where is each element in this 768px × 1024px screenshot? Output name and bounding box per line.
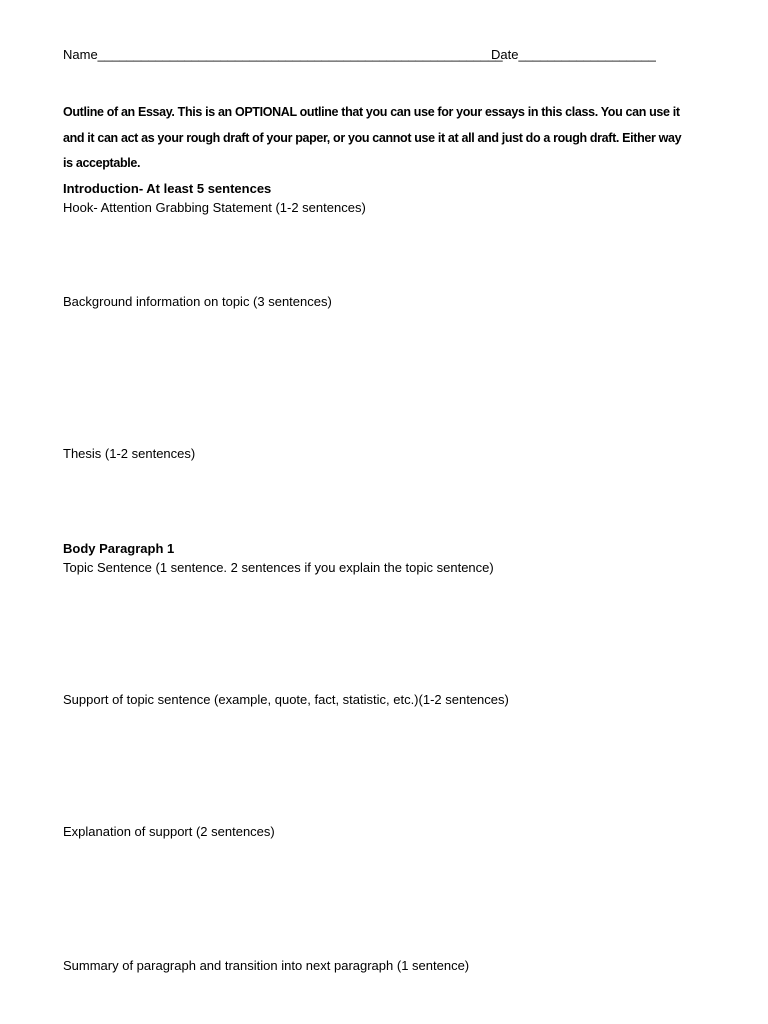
body-paragraph-1-heading: Body Paragraph 1	[63, 541, 175, 556]
intro-line: Outline of an Essay. This is an OPTIONAL outline that you can use for your essays in this class. You can use it	[63, 105, 680, 119]
introduction-heading: Introduction- At least 5 sentences	[63, 181, 272, 196]
background-prompt: Background information on topic (3 sentences)	[63, 294, 332, 309]
thesis-prompt: Thesis (1-2 sentences)	[63, 446, 196, 461]
support-prompt: Support of topic sentence (example, quote, fact, statistic, etc.)(1-2 sentences)	[63, 692, 509, 707]
topic-sentence-prompt: Topic Sentence (1 sentence. 2 sentences if you explain the topic sentence)	[63, 560, 494, 575]
name-field-label: Name________________________________________________________	[63, 47, 503, 62]
intro-paragraph	[63, 100, 723, 177]
date-field-label: Date___________________	[491, 47, 656, 62]
hook-prompt: Hook- Attention Grabbing Statement (1-2 sentences)	[63, 200, 366, 215]
explanation-prompt: Explanation of support (2 sentences)	[63, 824, 275, 839]
intro-line: is acceptable.	[63, 156, 141, 170]
intro-line: and it can act as your rough draft of your paper, or you cannot use it at all and just do a rough draft. Either way	[63, 130, 682, 145]
summary-prompt: Summary of paragraph and transition into next paragraph (1 sentence)	[63, 958, 470, 973]
